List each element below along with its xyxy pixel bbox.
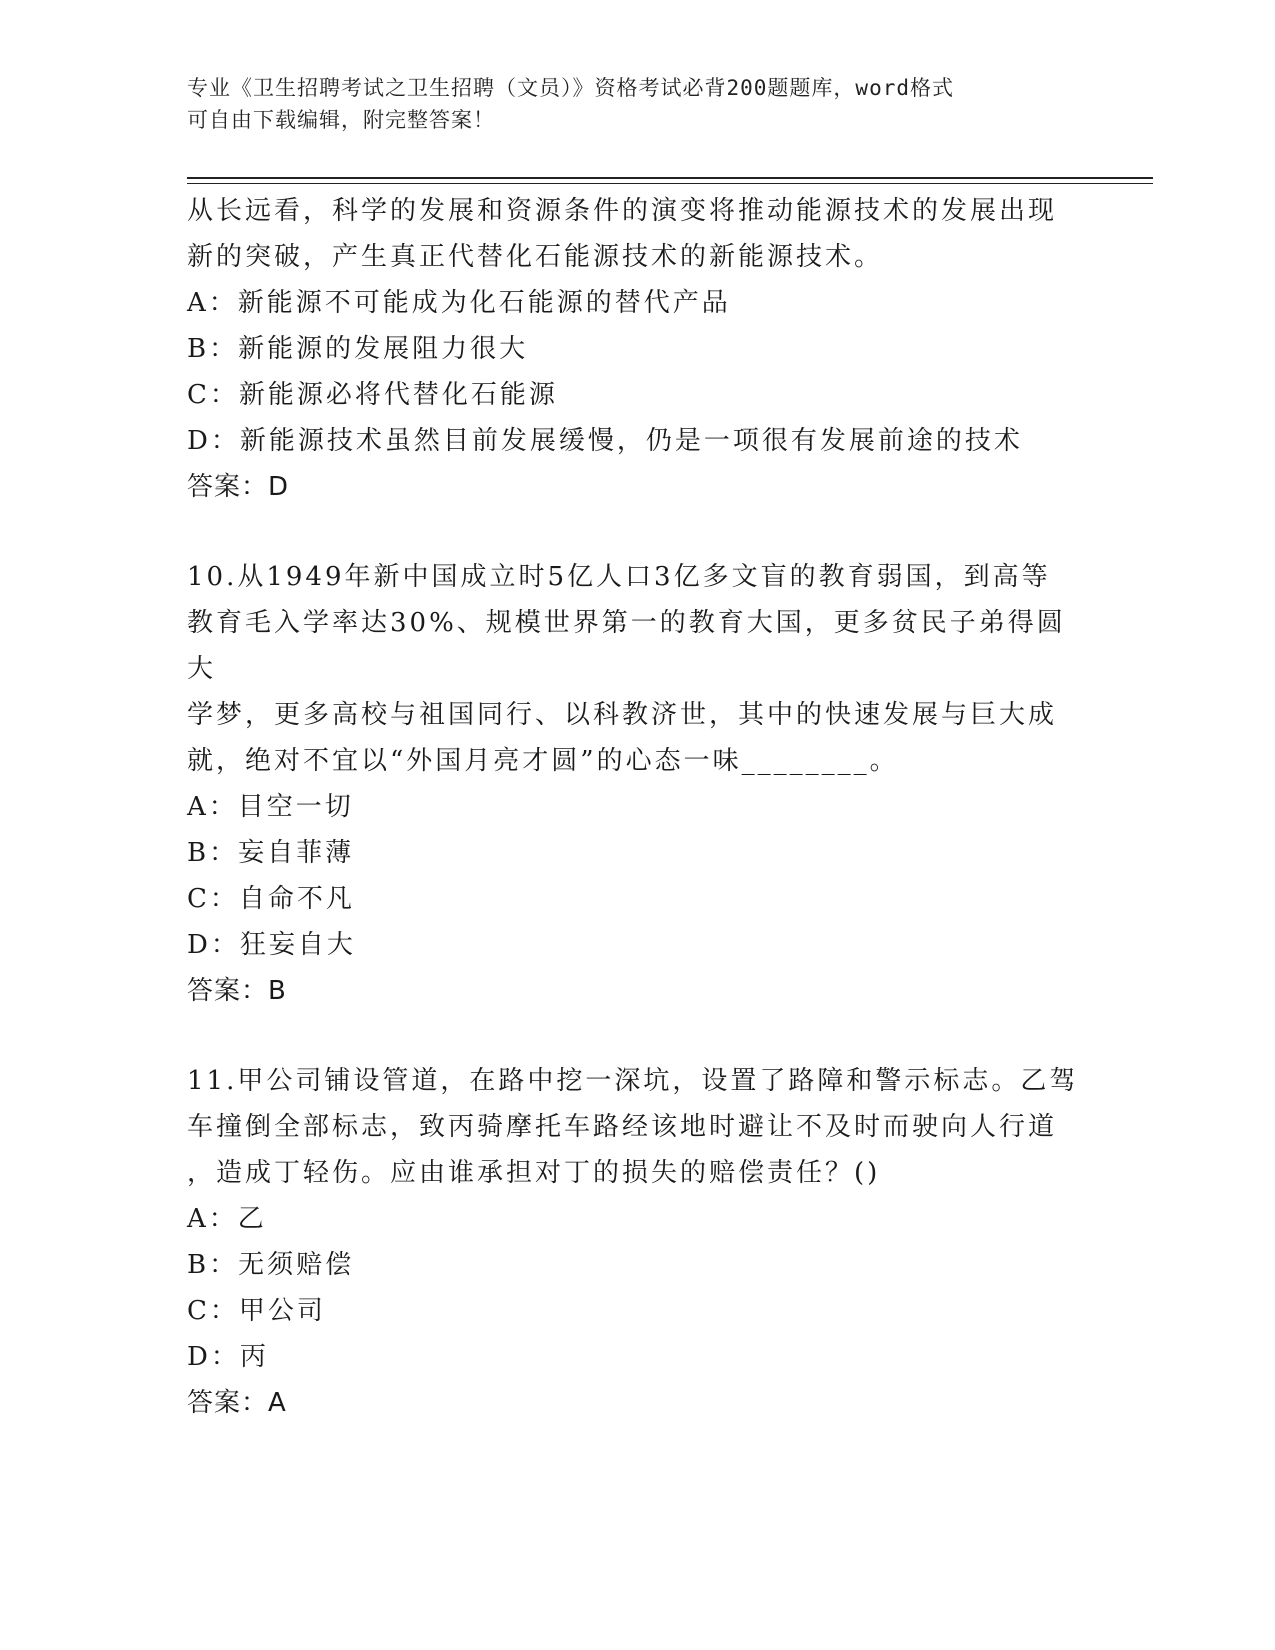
question-stem-line: 新的突破，产生真正代替化石能源技术的新能源技术。 <box>187 242 884 272</box>
question-stem-line: 就，绝对不宜以“外国月亮才圆”的心态一味________。 <box>187 746 899 776</box>
option-c: C：新能源必将代替化石能源 <box>187 380 558 410</box>
option-d: D：丙 <box>187 1342 269 1372</box>
header-line-2: 可自由下载编辑，附完整答案！ <box>187 108 495 132</box>
question-stem-line: 从长远看，科学的发展和资源条件的演变将推动能源技术的发展出现 <box>187 196 1058 226</box>
answer-line: 答案：B <box>187 976 287 1006</box>
option-b: B：新能源的发展阻力很大 <box>187 334 529 364</box>
header-rule-thick <box>187 177 1153 179</box>
header-line-1: 专业《卫生招聘考试之卫生招聘（文员）》资格考试必背200题题库，word格式 <box>187 76 954 100</box>
option-d: D：新能源技术虽然目前发展缓慢，仍是一项很有发展前途的技术 <box>187 426 1023 456</box>
option-c: C：自命不凡 <box>187 884 355 914</box>
question-stem-line: 11.甲公司铺设管道，在路中挖一深坑，设置了路障和警示标志。乙驾 <box>187 1066 1079 1096</box>
question-block-9 <box>187 188 1087 510</box>
answer-line: 答案：A <box>187 1388 287 1418</box>
question-block-11 <box>187 1058 1087 1426</box>
document-header <box>187 72 1067 136</box>
question-stem-line: 车撞倒全部标志，致丙骑摩托车路经该地时避让不及时而驶向人行道 <box>187 1112 1058 1142</box>
option-d: D：狂妄自大 <box>187 930 356 960</box>
option-a: A：乙 <box>187 1204 267 1234</box>
question-stem-line: 教育毛入学率达30%、规模世界第一的教育大国，更多贫民子弟得圆大 <box>187 608 1066 684</box>
header-rule-thin <box>187 183 1153 184</box>
option-c: C：甲公司 <box>187 1296 326 1326</box>
question-stem-line: 10.从1949年新中国成立时5亿人口3亿多文盲的教育弱国，到高等 <box>187 562 1051 592</box>
option-a: A：目空一切 <box>187 792 354 822</box>
question-list <box>187 188 1087 1470</box>
question-stem-line: ，造成丁轻伤。应由谁承担对丁的损失的赔偿责任？() <box>187 1158 881 1188</box>
question-stem-line: 学梦，更多高校与祖国同行、以科教济世，其中的快速发展与巨大成 <box>187 700 1058 730</box>
answer-line: 答案：D <box>187 472 290 502</box>
option-b: B：无须赔偿 <box>187 1250 355 1280</box>
option-b: B：妄自菲薄 <box>187 838 355 868</box>
question-block-10 <box>187 554 1087 1014</box>
option-a: A：新能源不可能成为化石能源的替代产品 <box>187 288 731 318</box>
